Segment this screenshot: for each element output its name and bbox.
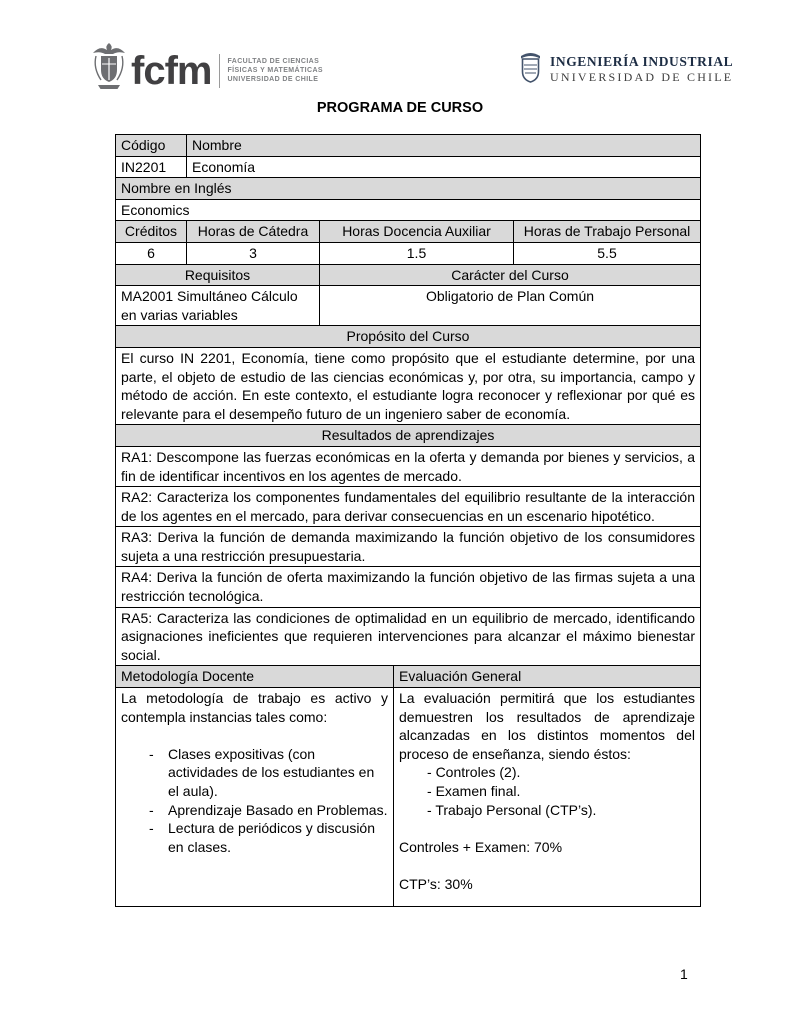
requisitos-value: MA2001 Simultáneo Cálculo en varias variables [121,288,298,323]
blank-line [399,856,695,875]
metodologia-content [116,688,393,906]
requisitos-header: Requisitos [116,265,319,286]
evaluacion-intro: La evaluación permitirá que los estudiantes demuestren los resultados de aprendizaje alcanzadas en los distintos momentos del proceso de enseñanza, siendo éstos: [399,690,695,762]
horas-docencia-value: 1.5 [319,243,513,264]
evaluacion-header: Evaluación General [393,666,700,687]
table-row [116,178,700,200]
table-row [116,447,700,487]
resultados-header: Resultados de aprendizajes [116,425,700,446]
nombre-ingles-value: Economics [121,201,190,218]
metodologia-item: - Aprendizaje Basado en Problemas. [147,801,388,820]
table-row [116,348,700,425]
uchile-crest-icon [92,42,126,99]
codigo-header: Código [116,135,186,156]
table-row [116,567,700,607]
codigo-value: IN2201 [121,158,167,175]
ingenieria-industrial-logo [518,50,733,89]
resultado-ra2: RA2: Caracteriza los componentes fundamentales del equilibrio resultante de la interacción de los agentes en el mercado, para derivar consecuencias en un escenario hipotético. [121,489,695,524]
controles-examen-line: Controles + Examen: 70% [399,838,563,855]
creditos-value: 6 [147,244,155,261]
table-row [116,135,700,157]
table-row [116,326,700,348]
horas-trabajo-value: 5.5 [513,243,700,264]
fcfm-logo-text [227,57,323,84]
fcfm-logo [92,42,323,99]
table-row [116,608,700,667]
table-row [116,243,700,265]
table-row [116,265,700,287]
page-number: 1 [680,966,688,982]
resultado-ra4: RA4: Deriva la función de oferta maximizando la función objetivo de las firmas sujeta a una restricción tecnológica. [121,569,695,605]
metodologia-intro: La metodología de trabajo es activo y contempla instancias tales como: [121,690,388,725]
ingenieria-industrial-text [550,54,733,85]
nombre-value: Economía [186,157,700,178]
table-row [116,286,700,326]
evaluacion-item: - Controles (2). [427,763,695,782]
table-row [116,157,700,179]
caracter-header: Carácter del Curso [319,265,700,286]
metodologia-header: Metodología Docente [116,666,393,687]
proposito-text: El curso IN 2201, Economía, tiene como propósito que el estudiante determine, por una parte, el objeto de estudio de las ciencias económicas y, por otra, su importancia, campo y método de acción. En este contexto, el estudiante logra reconocer y reflexionar por qué es relevante para el desempeño futuro de un ingeniero saber de economía. [121,349,695,422]
caracter-value: Obligatorio de Plan Común [319,286,700,325]
blank-line [121,726,388,745]
course-program-table [115,134,701,907]
creditos-header: Créditos [116,221,186,242]
table-row [116,666,700,688]
fcfm-logo-line: FACULTAD DE CIENCIAS [227,58,320,65]
resultado-ra3: RA3: Deriva la función de demanda maximizando la función objetivo de los consumidores sujeta a una restricción presupuestaria. [121,529,695,564]
nombre-header: Nombre [186,135,700,156]
metodologia-item: - Clases expositivas (con actividades de los estudiantes en el aula). [147,745,388,801]
blank-line [399,819,695,838]
horas-docencia-header: Horas Docencia Auxiliar [319,221,513,242]
evaluacion-content [393,688,700,906]
fcfm-logo-line: FÍSICAS Y MATEMÁTICAS [227,67,323,74]
horas-catedra-value: 3 [186,243,319,264]
horas-catedra-header: Horas de Cátedra [186,221,319,242]
metodologia-list [147,745,388,857]
document-title: PROGRAMA DE CURSO [316,100,484,116]
logo-divider [219,54,220,88]
ingenieria-industrial-title: INGENIERÍA INDUSTRIAL [550,54,734,69]
uchile-shield-icon [518,50,543,89]
nombre-ingles-header: Nombre en Inglés [116,178,700,199]
metodologia-item: - Lectura de periódicos y discusión en clases. [147,819,388,856]
table-row [116,527,700,567]
resultado-ra5: RA5: Caracteriza las condiciones de optimalidad en un equilibrio de mercado, identificando asignaciones ineficientes que requieren intervenciones para alcanzar el máximo bienestar social. [121,609,695,663]
fcfm-logo-line: UNIVERSIDAD DE CHILE [227,76,319,83]
evaluacion-list [427,763,695,819]
resultado-ra1: RA1: Descompone las fuerzas económicas en la oferta y demanda por bienes y servicios, a fin de identificar incentivos en los agentes de mercado. [121,448,695,484]
table-row [116,425,700,447]
evaluacion-item: - Trabajo Personal (CTP’s). [427,801,695,820]
table-row [116,487,700,527]
table-row [116,688,700,906]
proposito-header: Propósito del Curso [116,326,700,347]
page-header [0,40,800,98]
table-row [116,200,700,222]
horas-trabajo-header: Horas de Trabajo Personal [513,221,700,242]
table-row [116,221,700,243]
evaluacion-item: - Examen final. [427,782,695,801]
ctps-line: CTP’s: 30% [399,875,473,892]
universidad-de-chile-subtitle: UNIVERSIDAD DE CHILE [550,70,734,84]
fcfm-wordmark: fcfm [131,48,212,93]
